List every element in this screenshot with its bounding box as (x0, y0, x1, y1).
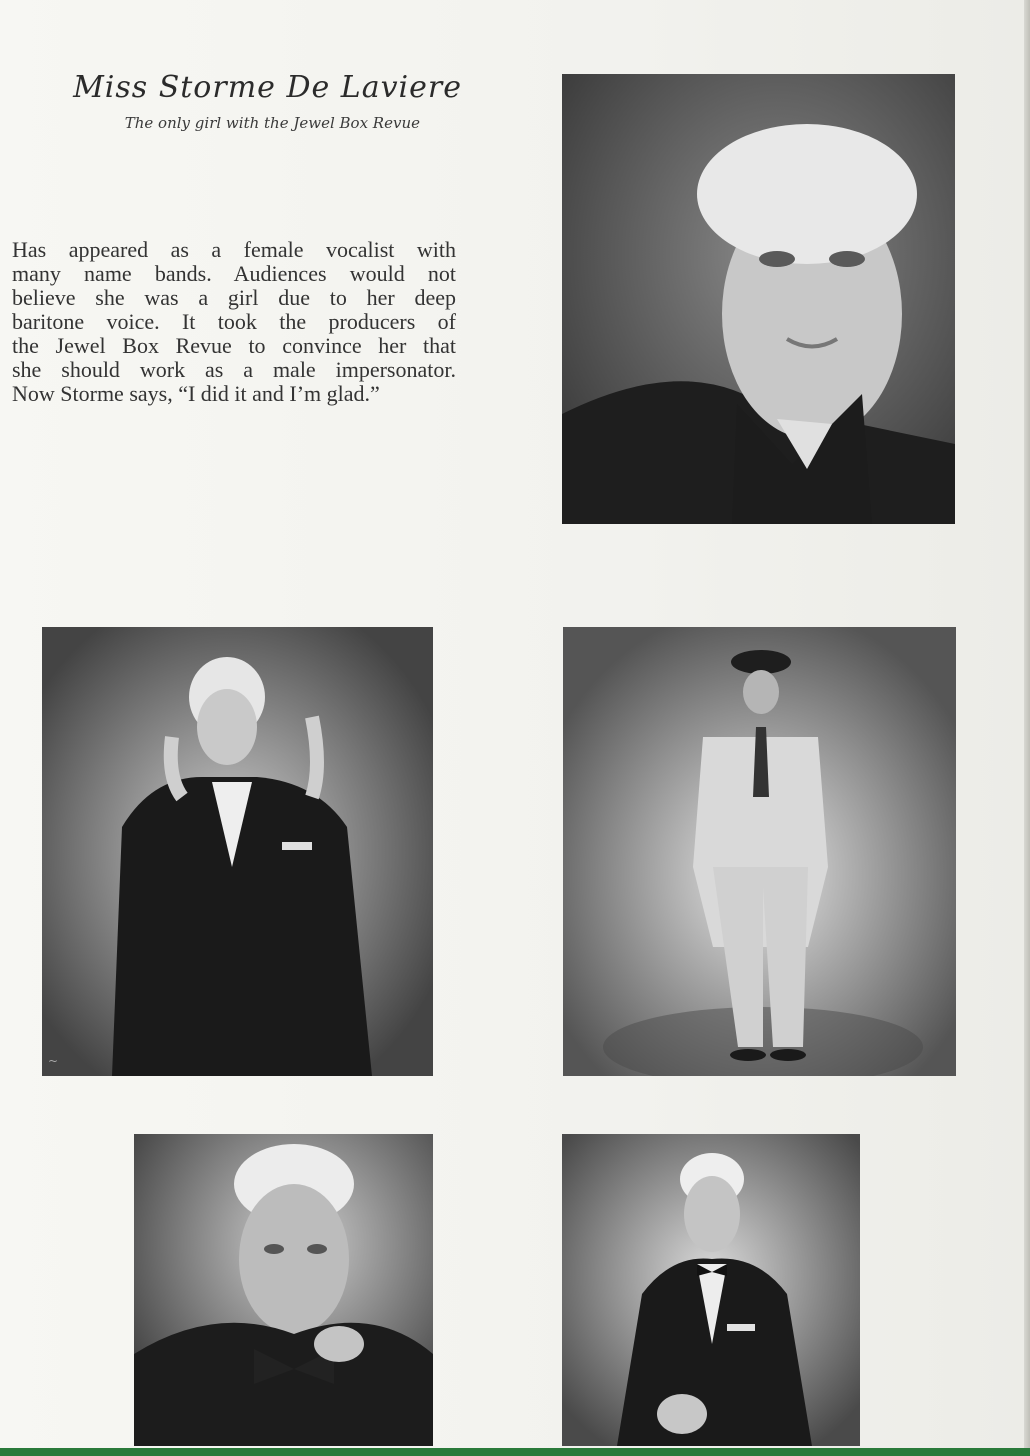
photographer-signature: ~ (48, 1054, 59, 1068)
page-subtitle: The only girl with the Jewel Box Revue (124, 114, 420, 132)
description-line: many name bands. Audiences would not (12, 261, 456, 286)
description-line: believe she was a girl due to her deep (12, 285, 456, 310)
page-edge-shadow (1024, 0, 1030, 1456)
tuxedo-portrait-photo (562, 1134, 860, 1446)
bowtie-closeup-photo (134, 1134, 433, 1446)
page-title: Miss Storme De Laviere (73, 70, 462, 105)
scan-edge-strip (0, 1448, 1030, 1456)
description-line: Has appeared as a female vocalist with (12, 237, 456, 262)
tuxedo-photo-hands-raised (42, 627, 433, 1076)
description-line: she should work as a male impersonator. (12, 357, 456, 382)
description-line: the Jewel Box Revue to convince her that (12, 333, 456, 358)
description-paragraph (12, 238, 456, 406)
description-line: Now Storme says, “I did it and I’m glad.” (12, 381, 380, 406)
suit-and-hat-photo (563, 627, 956, 1076)
description-line: baritone voice. It took the producers of (12, 309, 456, 334)
portrait-photo-headshot (562, 74, 955, 524)
